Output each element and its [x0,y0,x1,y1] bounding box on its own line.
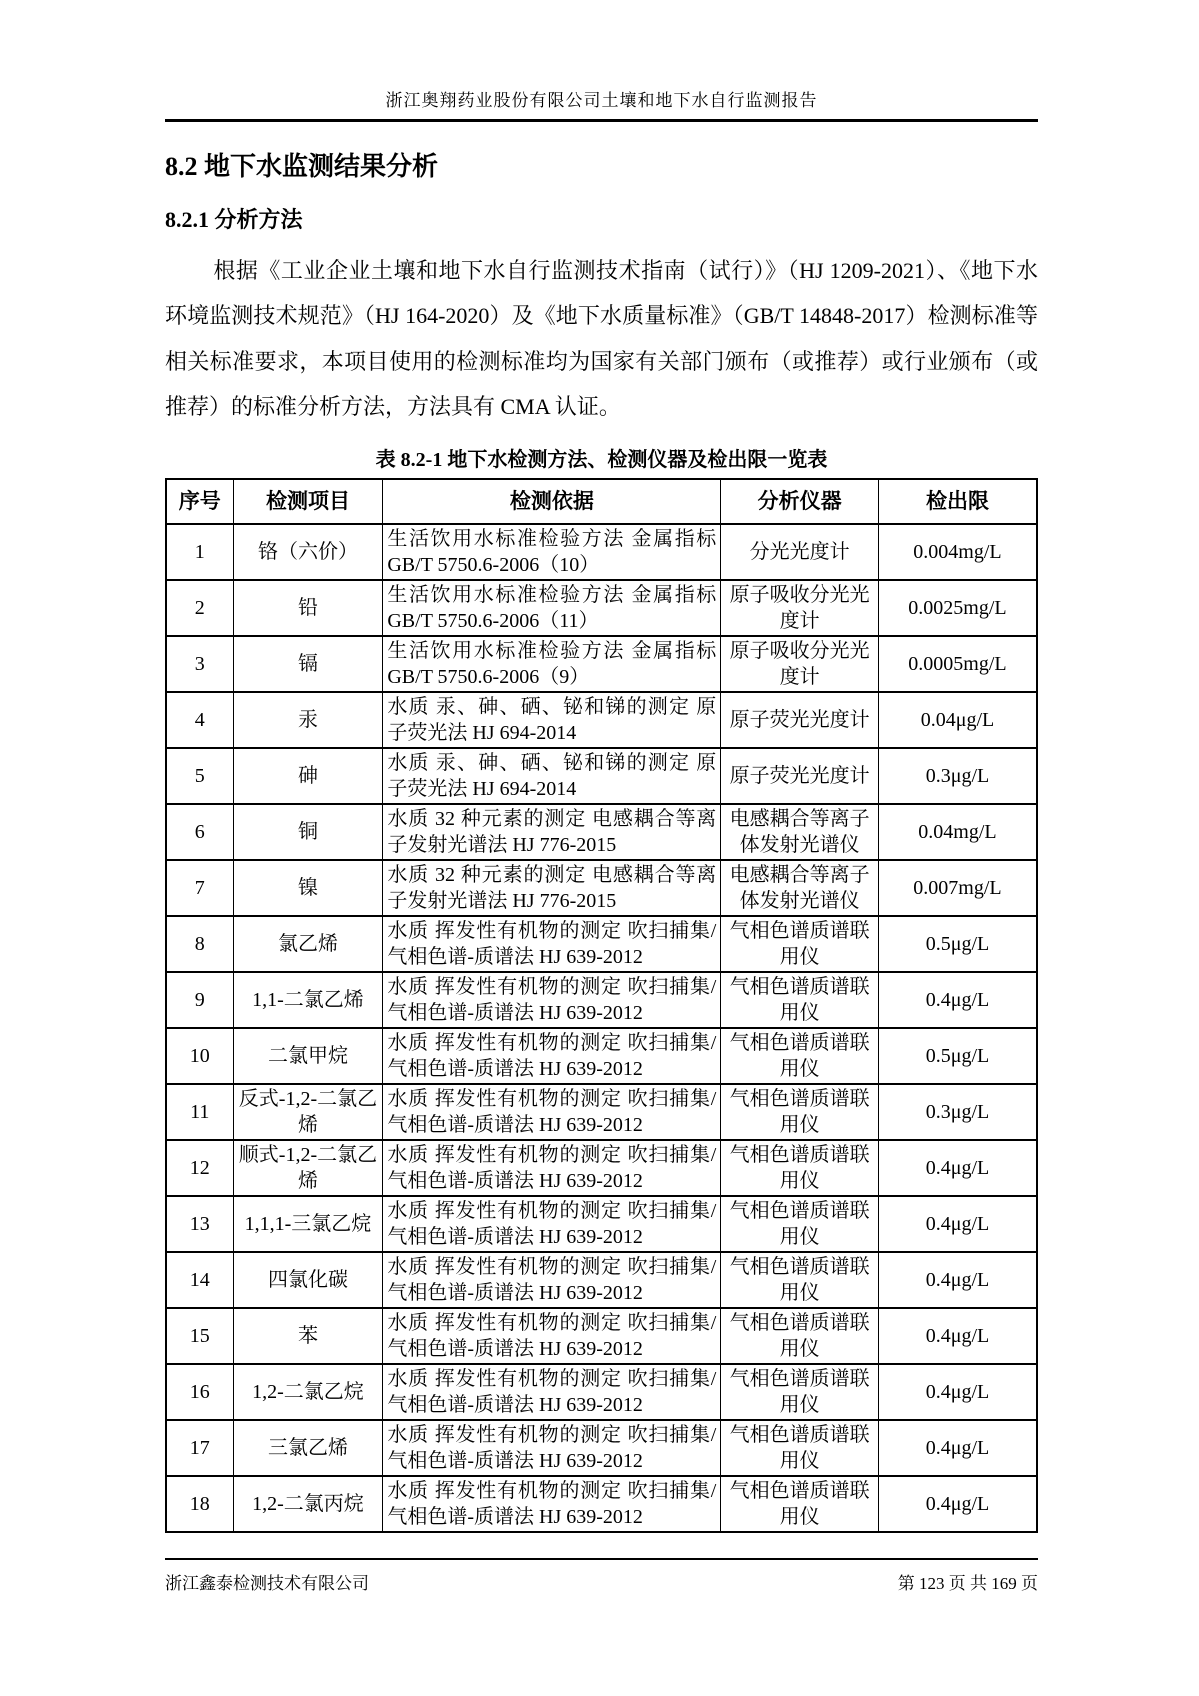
cell-basis: 水质 挥发性有机物的测定 吹扫捕集/气相色谱-质谱法 HJ 639-2012 [383,1140,721,1196]
table-row [166,972,1037,1028]
cell-instrument: 气相色谱质谱联用仪 [721,1252,879,1308]
table-row [166,1084,1037,1140]
table-header-row [166,479,1037,524]
cell-instrument: 原子吸收分光光度计 [721,636,879,692]
cell-instrument: 气相色谱质谱联用仪 [721,916,879,972]
cell-item: 三氯乙烯 [233,1420,383,1476]
cell-limit: 0.4μg/L [878,1308,1037,1364]
cell-instrument: 分光光度计 [721,524,879,580]
detection-methods-table [165,478,1038,1533]
cell-basis: 生活饮用水标准检验方法 金属指标 GB/T 5750.6-2006（11） [383,580,721,636]
cell-basis: 水质 挥发性有机物的测定 吹扫捕集/气相色谱-质谱法 HJ 639-2012 [383,1252,721,1308]
cell-item: 镉 [233,636,383,692]
cell-index: 3 [166,636,233,692]
cell-index: 4 [166,692,233,748]
cell-index: 11 [166,1084,233,1140]
cell-basis: 水质 汞、砷、硒、铋和锑的测定 原子荧光法 HJ 694-2014 [383,748,721,804]
cell-basis: 生活饮用水标准检验方法 金属指标 GB/T 5750.6-2006（10） [383,524,721,580]
cell-item: 铬（六价） [233,524,383,580]
cell-item: 砷 [233,748,383,804]
cell-item: 1,1-二氯乙烯 [233,972,383,1028]
cell-basis: 生活饮用水标准检验方法 金属指标 GB/T 5750.6-2006（9） [383,636,721,692]
cell-instrument: 原子吸收分光光度计 [721,580,879,636]
table-row [166,1476,1037,1532]
cell-index: 10 [166,1028,233,1084]
cell-instrument: 气相色谱质谱联用仪 [721,1476,879,1532]
column-header-limit: 检出限 [878,479,1037,524]
cell-limit: 0.0005mg/L [878,636,1037,692]
cell-index: 12 [166,1140,233,1196]
cell-basis: 水质 挥发性有机物的测定 吹扫捕集/气相色谱-质谱法 HJ 639-2012 [383,1420,721,1476]
cell-index: 7 [166,860,233,916]
table-row [166,580,1037,636]
cell-index: 18 [166,1476,233,1532]
cell-instrument: 气相色谱质谱联用仪 [721,1364,879,1420]
cell-item: 铅 [233,580,383,636]
cell-instrument: 气相色谱质谱联用仪 [721,1196,879,1252]
cell-basis: 水质 挥发性有机物的测定 吹扫捕集/气相色谱-质谱法 HJ 639-2012 [383,972,721,1028]
cell-instrument: 气相色谱质谱联用仪 [721,972,879,1028]
cell-index: 17 [166,1420,233,1476]
cell-index: 16 [166,1364,233,1420]
document-header-title: 浙江奥翔药业股份有限公司土壤和地下水自行监测报告 [165,86,1038,122]
table-row [166,1140,1037,1196]
cell-basis: 水质 32 种元素的测定 电感耦合等离子发射光谱法 HJ 776-2015 [383,860,721,916]
cell-item: 四氯化碳 [233,1252,383,1308]
cell-item: 汞 [233,692,383,748]
cell-limit: 0.0025mg/L [878,580,1037,636]
cell-basis: 水质 挥发性有机物的测定 吹扫捕集/气相色谱-质谱法 HJ 639-2012 [383,1028,721,1084]
body-paragraph: 根据《工业企业土壤和地下水自行监测技术指南（试行）》（HJ 1209-2021）、《地下水环境监测技术规范》（HJ 164-2020）及《地下水质量标准》（GB/T 14848-2017）检测标准等相关标准要求，本项目使用的检测标准均为国家有关部门颁布（或推荐）或行业颁布（或推荐）的标准分析方法，方法具有 CMA 认证。 [165,258,1038,419]
cell-index: 8 [166,916,233,972]
cell-item: 顺式-1,2-二氯乙烯 [233,1140,383,1196]
cell-instrument: 气相色谱质谱联用仪 [721,1084,879,1140]
cell-item: 1,2-二氯乙烷 [233,1364,383,1420]
cell-limit: 0.4μg/L [878,1420,1037,1476]
cell-index: 2 [166,580,233,636]
table-row [166,636,1037,692]
column-header-instrument: 分析仪器 [721,479,879,524]
cell-limit: 0.4μg/L [878,972,1037,1028]
cell-basis: 水质 挥发性有机物的测定 吹扫捕集/气相色谱-质谱法 HJ 639-2012 [383,1364,721,1420]
table-row [166,1252,1037,1308]
section-heading: 8.2 地下水监测结果分析 [165,152,439,181]
cell-index: 1 [166,524,233,580]
cell-item: 1,2-二氯丙烷 [233,1476,383,1532]
cell-instrument: 电感耦合等离子体发射光谱仪 [721,804,879,860]
table-row [166,1196,1037,1252]
cell-limit: 0.3μg/L [878,748,1037,804]
cell-instrument: 气相色谱质谱联用仪 [721,1028,879,1084]
footer-company: 浙江鑫泰检测技术有限公司 [165,1574,369,1593]
cell-instrument: 气相色谱质谱联用仪 [721,1308,879,1364]
cell-limit: 0.4μg/L [878,1364,1037,1420]
cell-index: 6 [166,804,233,860]
table-row [166,524,1037,580]
cell-item: 氯乙烯 [233,916,383,972]
cell-basis: 水质 挥发性有机物的测定 吹扫捕集/气相色谱-质谱法 HJ 639-2012 [383,916,721,972]
cell-limit: 0.4μg/L [878,1196,1037,1252]
cell-item: 铜 [233,804,383,860]
column-header-item: 检测项目 [233,479,383,524]
table-row [166,804,1037,860]
cell-instrument: 电感耦合等离子体发射光谱仪 [721,860,879,916]
cell-limit: 0.5μg/L [878,1028,1037,1084]
cell-item: 镍 [233,860,383,916]
cell-basis: 水质 32 种元素的测定 电感耦合等离子发射光谱法 HJ 776-2015 [383,804,721,860]
cell-basis: 水质 挥发性有机物的测定 吹扫捕集/气相色谱-质谱法 HJ 639-2012 [383,1084,721,1140]
cell-item: 苯 [233,1308,383,1364]
cell-index: 9 [166,972,233,1028]
cell-limit: 0.007mg/L [878,860,1037,916]
cell-limit: 0.04μg/L [878,692,1037,748]
table-row [166,1420,1037,1476]
table-body [166,524,1037,1532]
cell-limit: 0.4μg/L [878,1252,1037,1308]
table-row [166,692,1037,748]
cell-instrument: 原子荧光光度计 [721,748,879,804]
table-row [166,1308,1037,1364]
cell-basis: 水质 挥发性有机物的测定 吹扫捕集/气相色谱-质谱法 HJ 639-2012 [383,1476,721,1532]
cell-limit: 0.4μg/L [878,1476,1037,1532]
table-row [166,1028,1037,1084]
cell-basis: 水质 挥发性有机物的测定 吹扫捕集/气相色谱-质谱法 HJ 639-2012 [383,1196,721,1252]
table-row [166,1364,1037,1420]
column-header-index: 序号 [166,479,233,524]
footer-page-number: 第 123 页 共 169 页 [897,1574,1038,1593]
cell-item: 二氯甲烷 [233,1028,383,1084]
cell-instrument: 原子荧光光度计 [721,692,879,748]
column-header-basis: 检测依据 [383,479,721,524]
cell-index: 13 [166,1196,233,1252]
cell-index: 15 [166,1308,233,1364]
cell-instrument: 气相色谱质谱联用仪 [721,1420,879,1476]
cell-basis: 水质 汞、砷、硒、铋和锑的测定 原子荧光法 HJ 694-2014 [383,692,721,748]
cell-index: 14 [166,1252,233,1308]
cell-index: 5 [166,748,233,804]
subsection-heading: 8.2.1 分析方法 [165,206,303,232]
cell-item: 反式-1,2-二氯乙烯 [233,1084,383,1140]
table-caption: 表 8.2-1 地下水检测方法、检测仪器及检出限一览表 [375,448,828,471]
cell-item: 1,1,1-三氯乙烷 [233,1196,383,1252]
page-footer [165,1558,1038,1594]
cell-instrument: 气相色谱质谱联用仪 [721,1140,879,1196]
cell-limit: 0.4μg/L [878,1140,1037,1196]
cell-limit: 0.3μg/L [878,1084,1037,1140]
cell-limit: 0.004mg/L [878,524,1037,580]
cell-basis: 水质 挥发性有机物的测定 吹扫捕集/气相色谱-质谱法 HJ 639-2012 [383,1308,721,1364]
cell-limit: 0.5μg/L [878,916,1037,972]
table-row [166,748,1037,804]
cell-limit: 0.04mg/L [878,804,1037,860]
table-row [166,860,1037,916]
table-row [166,916,1037,972]
